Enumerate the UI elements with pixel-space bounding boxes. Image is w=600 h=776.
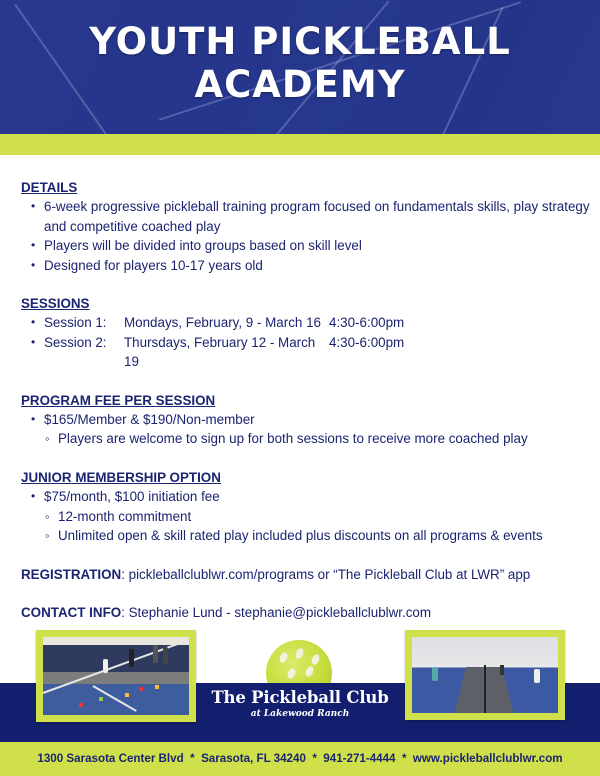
player-figure	[534, 669, 540, 683]
session-time: 4:30-6:00pm	[329, 315, 405, 331]
flyer-content	[21, 178, 591, 641]
player-figure	[103, 659, 108, 673]
sessions-list	[21, 313, 591, 371]
player-figure	[500, 665, 504, 675]
ball-hole	[310, 653, 321, 666]
page-title	[0, 20, 600, 106]
ball-hole	[278, 651, 289, 664]
session-label: • Session 1:	[44, 315, 107, 331]
photo-frame-right	[405, 630, 565, 720]
player-figure	[153, 645, 158, 663]
session-dates: Mondays, February, 9 - March 16	[124, 315, 321, 331]
cone	[125, 693, 129, 697]
junior-membership-section	[21, 468, 591, 546]
contact-label: CONTACT INFO	[21, 604, 122, 620]
ball-hole	[286, 667, 297, 680]
player-figure	[163, 647, 168, 665]
list-item: • 6-week progressive pickleball training program focused on fundamentals skills, play strategy and competitive coached play	[31, 197, 591, 236]
session-row	[31, 313, 591, 332]
sessions-section	[21, 294, 591, 372]
sub-list-item: ◦ Unlimited open & skill rated play included plus discounts on all programs & events	[45, 526, 591, 545]
court-line	[43, 642, 181, 694]
junior-membership-heading: JUNIOR MEMBERSHIP OPTION	[21, 469, 221, 485]
sub-list-item: ◦ 12-month commitment	[45, 507, 591, 526]
sub-list-item: ◦ Players are welcome to sign up for both sessions to receive more coached play	[45, 429, 591, 448]
title-line-1: YOUTH PICKLEBALL	[89, 20, 511, 63]
details-heading: DETAILS	[21, 180, 78, 195]
footer-address: 1300 Sarasota Center Blvd * Sarasota, FL 34240 * 941-271-4444 * www.pickleballclublwr.com	[37, 752, 563, 765]
session-label: • Session 2:	[44, 334, 107, 350]
club-logo-subtitle: at Lakewood Ranch	[250, 709, 350, 719]
list-item: • $75/month, $100 initiation fee	[31, 487, 591, 506]
cone	[155, 685, 159, 689]
cone	[99, 697, 103, 701]
player-figure	[432, 667, 438, 681]
program-fee-section	[21, 391, 591, 449]
membership-sublist	[21, 507, 591, 546]
contact-value[interactable]: : Stephanie Lund - stephanie@pickleballclublwr.com	[121, 604, 432, 620]
session-dates: Thursdays, February 12 - March 19	[124, 334, 316, 370]
net	[484, 665, 486, 713]
club-logo-title: The Pickleball Club	[211, 688, 389, 707]
program-fee-heading: PROGRAM FEE PER SESSION	[21, 392, 216, 408]
hero-banner	[0, 0, 600, 134]
title-line-2: ACADEMY	[194, 63, 406, 106]
contact-row	[21, 603, 591, 622]
accent-strip	[0, 134, 600, 155]
session-time: 4:30-6:00pm	[329, 334, 405, 350]
details-list	[21, 197, 591, 275]
youth-drill-photo	[43, 637, 189, 715]
ball-hole	[304, 665, 315, 678]
list-item: • Players will be divided into groups based on skill level	[31, 236, 591, 255]
player-figure	[129, 649, 134, 667]
cone	[79, 703, 83, 707]
indoor-courts-photo	[412, 637, 558, 713]
registration-value[interactable]: : pickleballclublwr.com/programs or “The Pickleball Club at LWR” app	[121, 566, 531, 582]
fee-list	[21, 410, 591, 429]
registration-label: REGISTRATION	[21, 566, 122, 582]
membership-list	[21, 487, 591, 506]
details-section	[21, 178, 591, 275]
sessions-heading: SESSIONS	[21, 296, 90, 312]
ball-hole	[294, 647, 305, 660]
cone	[139, 687, 143, 691]
list-item: • Designed for players 10-17 years old	[31, 256, 591, 275]
list-item: • $165/Member & $190/Non-member	[31, 410, 591, 429]
photo-frame-left	[36, 630, 196, 722]
fee-sublist	[21, 429, 591, 448]
session-row	[31, 333, 591, 372]
registration-row	[21, 565, 591, 584]
